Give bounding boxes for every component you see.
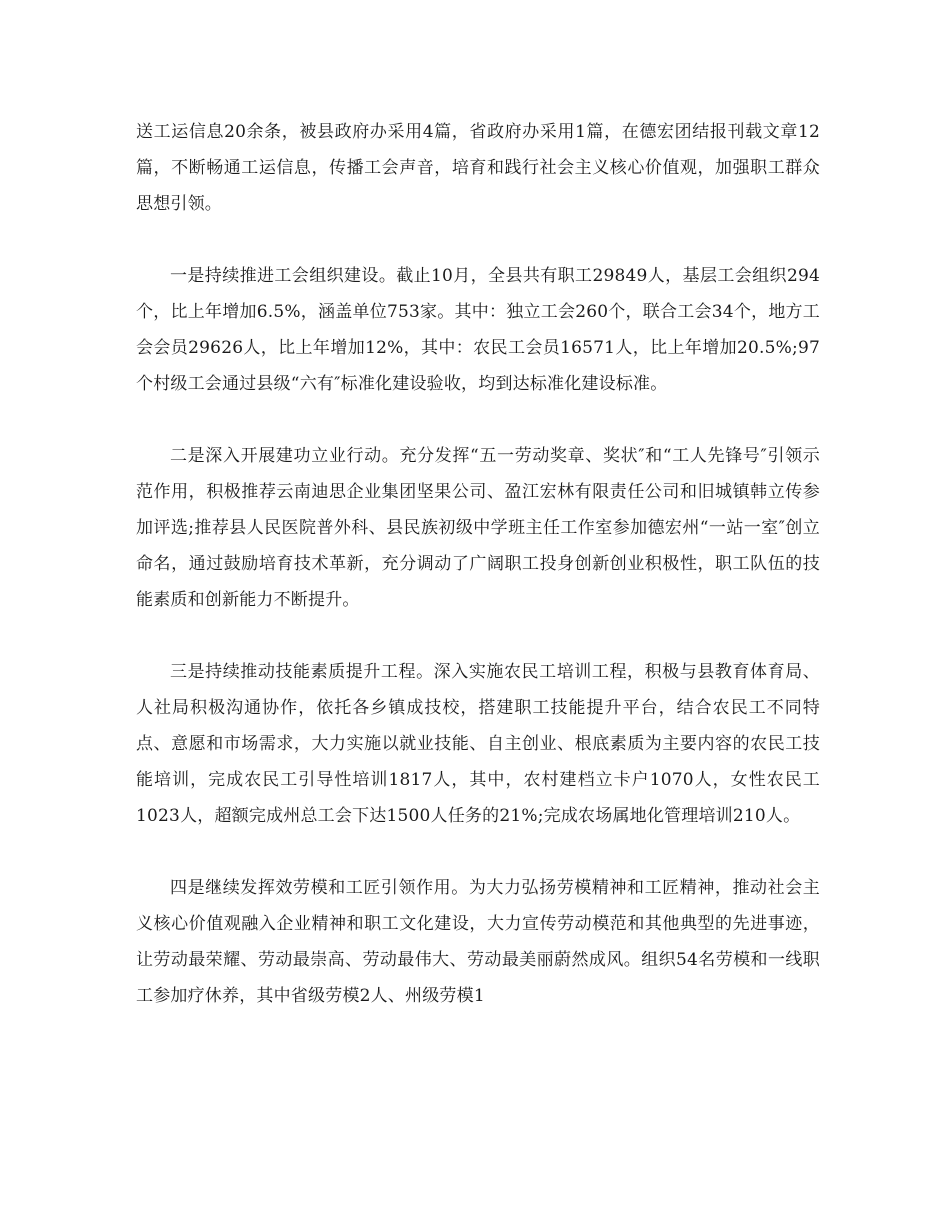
document-page: [136, 114, 820, 1014]
paragraph-organization-building: 一是持续推进工会组织建设。截止10月，全县共有职工29849人，基层工会组织294个，比上年增加6.5%，涵盖单位753家。其中：独立工会260个，联合工会34个，地方工会会员29626人，比上年增加12%，其中：农民工会员16571人，比上年增加20.5%;97个村级工会通过县级“六有″标准化建设验收，均到达标准化建设标准。: [136, 266, 820, 394]
paragraph-continuation: 送工运信息20余条，被县政府办采用4篇，省政府办采用1篇，在德宏团结报刊载文章12篇，不断畅通工运信息，传播工会声音，培育和践行社会主义核心价值观，加强职工群众思想引领。: [136, 122, 820, 214]
paragraph-model-workers: 四是继续发挥效劳模和工匠引领作用。为大力弘扬劳模精神和工匠精神，推动社会主义核心价值观融入企业精神和职工文化建设，大力宣传劳动模范和其他典型的先进事迹，让劳动最荣耀、劳动最崇高、劳动最伟大、劳动最美丽蔚然成风。组织54名劳模和一线职工参加疗休养，其中省级劳模2人、州级劳模1: [136, 878, 820, 1006]
paragraph-skills-improvement: 三是持续推动技能素质提升工程。深入实施农民工培训工程，积极与县教育体育局、人社局积极沟通协作，依托各乡镇成技校，搭建职工技能提升平台，结合农民工不同特点、意愿和市场需求，大力实施以就业技能、自主创业、根底素质为主要内容的农民工技能培训，完成农民工引导性培训1817人，其中，农村建档立卡户1070人，女性农民工1023人，超额完成州总工会下达1500人任务的21%;完成农场属地化管理培训210人。: [136, 662, 820, 826]
paragraph-achievement-action: 二是深入开展建功立业行动。充分发挥“五一劳动奖章、奖状″和“工人先锋号″引领示范作用，积极推荐云南迪思企业集团坚果公司、盈江宏林有限责任公司和旧城镇韩立传参加评选;推荐县人民医院普外科、县民族初级中学班主任工作室参加德宏州“一站一室″创立命名，通过鼓励培育技术革新，充分调动了广阔职工投身创新创业积极性，职工队伍的技能素质和创新能力不断提升。: [136, 446, 820, 610]
